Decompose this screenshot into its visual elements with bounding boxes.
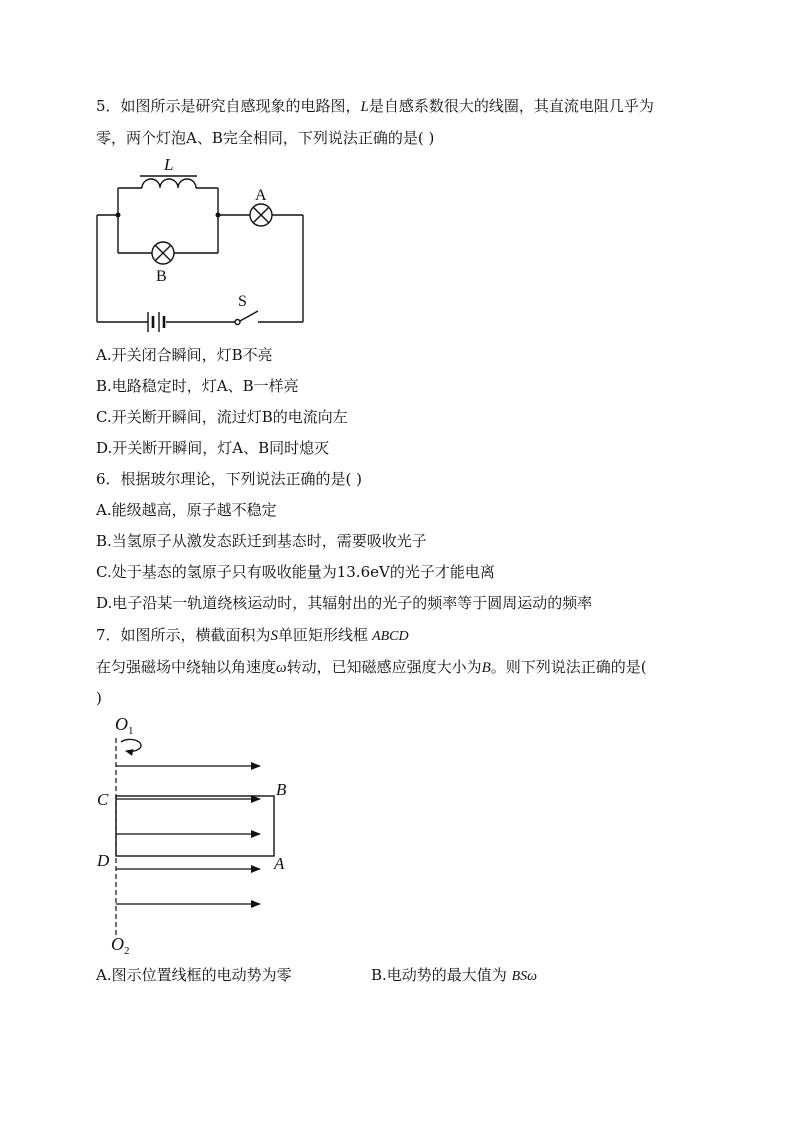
q6-option-c: C.处于基态的氢原子只有吸收能量为13.6eV的光子才能电离 xyxy=(96,563,495,581)
q7-option-a: A.图示位置线框的电动势为零 xyxy=(96,966,292,984)
label-d: D xyxy=(97,851,110,870)
q7-stem-line2: 在匀强磁场中绕轴以角速度ω转动，已知磁感应强度大小为B。则下列说法正确的是( xyxy=(96,658,647,676)
q5-option-c: C.开关断开瞬间，流过灯B的电流向左 xyxy=(96,408,348,426)
label-c: C xyxy=(97,790,109,809)
q5-var-l: L xyxy=(360,99,369,115)
q7-stem-line3: ) xyxy=(96,689,102,707)
q6-option-a: A.能级越高，原子越不稳定 xyxy=(96,501,277,519)
switch-label: S xyxy=(238,293,247,310)
q7-frame-name: ABCD xyxy=(372,629,409,644)
label-o2: $O_2$ xyxy=(111,934,130,957)
q5-option-b: B.电路稳定时，灯A、B一样亮 xyxy=(96,377,299,395)
lamp-a-label: A xyxy=(255,187,267,204)
magnetic-field-lines xyxy=(116,766,260,904)
rotation-arrow-icon xyxy=(121,739,141,751)
inductor-label: L xyxy=(164,155,174,174)
q7-option-b: B.电动势的最大值为 BSω xyxy=(371,966,537,984)
q6-stem: 6．根据玻尔理论，下列说法正确的是( ) xyxy=(96,470,363,488)
label-b: B xyxy=(276,780,287,799)
q7-stem-line1: 7．如图所示，横截面积为S单匝矩形线框 ABCD xyxy=(96,626,409,644)
label-a: A xyxy=(274,854,285,873)
frame-abcd xyxy=(116,796,274,856)
label-o1: $O_1$ xyxy=(115,714,134,737)
q6-option-d: D.电子沿某一轨道绕核运动时，其辐射出的光子的频率等于圆周运动的频率 xyxy=(96,594,593,612)
lamp-b-label: B xyxy=(156,268,167,285)
q5-option-d: D.开关断开瞬间，灯A、B同时熄灭 xyxy=(96,439,330,457)
q5-option-a: A.开关闭合瞬间，灯B不亮 xyxy=(96,346,273,364)
q6-option-b: B.当氢原子从激发态跃迁到基态时，需要吸收光子 xyxy=(96,532,427,550)
q5-stem-line2: 零，两个灯泡A、B完全相同，下列说法正确的是( ) xyxy=(96,129,435,147)
q5-stem-line1: 5．如图所示是研究自感现象的电路图，L是自感系数很大的线圈，其直流电阻几乎为 xyxy=(96,97,654,115)
